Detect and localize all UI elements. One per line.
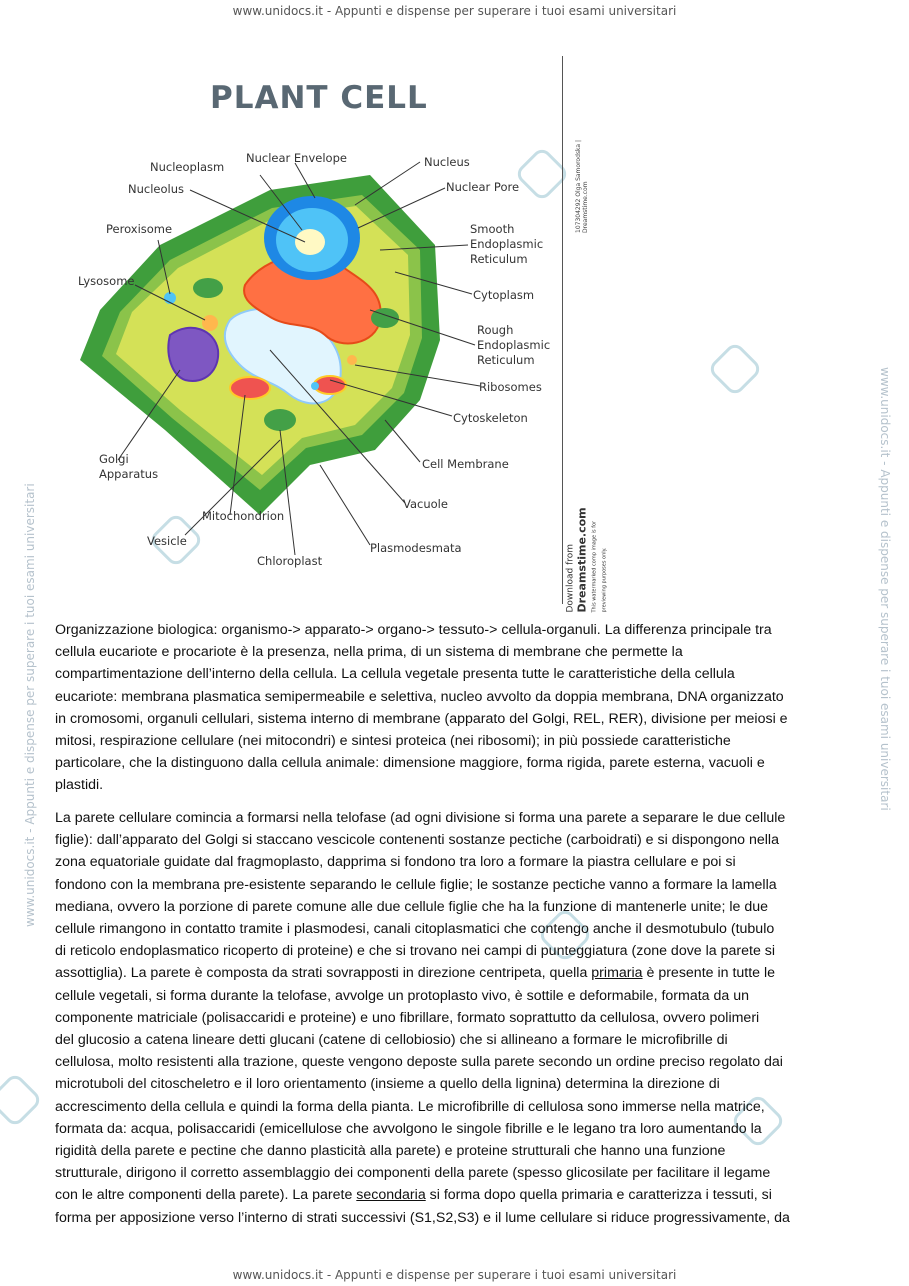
label-rough-er-1: Rough	[477, 323, 514, 337]
label-rough-er-2: Endoplasmic	[477, 338, 551, 352]
header-watermark: www.unidocs.it - Appunti e dispense per superare i tuoi esami universitari	[232, 4, 677, 18]
text-line: particolare, che la distinguono dalla cellula animale: dimensione maggiore, forma rigida, parete esterna, vacuoli e	[55, 755, 765, 772]
left-side-watermark: www.unidocs.it - Appunti e dispense per superare i tuoi esami universitari	[23, 483, 37, 927]
text-line: cellule rimangono in contatto tramite i plasmodesi, canali citoplasmatici che contengo anche il desmotubulo (tubulo	[55, 921, 775, 938]
label-cytoplasm: Cytoplasm	[473, 288, 535, 302]
text-line: Organizzazione biologica: organismo-> apparato-> organo-> tessuto-> cellula-organuli. La differenza principale tra	[55, 622, 772, 638]
chloroplast-shape	[193, 278, 223, 298]
label-plasmodesmata: Plasmodesmata	[370, 541, 462, 555]
paragraph-cell-wall	[55, 807, 855, 1229]
label-nucleoplasm: Nucleoplasm	[150, 160, 225, 174]
figure-title: PLANT CELL	[210, 80, 428, 116]
text-line: fondono con la membrana pre-esistente separando le cellule figlie; le sostanze pectiche vanno a formare la lamella	[55, 876, 777, 893]
plant-cell-figure	[40, 50, 600, 613]
underlined-primaria: primaria	[591, 965, 643, 982]
watermark-logo-icon	[0, 1072, 43, 1129]
text-line: mediana, ovvero la porzione di parete comune alle due cellule figlie che ha la funzione di mantenerle unite; le due	[55, 898, 768, 915]
credit-divider	[562, 56, 563, 604]
credit-download	[566, 503, 609, 613]
text-segment: assottiglia). La parete è composta da strati sovrapposti in direzione centripeta, quella	[55, 965, 588, 982]
credit-id: 107304292	[575, 198, 582, 233]
label-smooth-er-3: Reticulum	[470, 252, 528, 266]
text-line: del glucosio a catena lineare detti glucani (catene di cellobiosio) che si allineano a formare le microfibrille di	[55, 1032, 728, 1049]
text-line: forma per apposizione verso l’interno di strati successivi (S1,S2,S3) e il lume cellulare si riduce progressivamente, da	[55, 1209, 790, 1226]
image-credit-strip	[562, 56, 608, 613]
label-mitochondrion: Mitochondrion	[202, 509, 285, 523]
label-chloroplast: Chloroplast	[257, 554, 323, 568]
footer-watermark: www.unidocs.it - Appunti e dispense per superare i tuoi esami universitari	[232, 1268, 677, 1282]
text-segment: si forma dopo quella primaria e caratterizza i tessuti, si	[425, 1187, 772, 1204]
vesicle-shape	[347, 355, 357, 365]
text-line: formata da: acqua, polisaccaridi (emicellulose che avvolgono le singole fibrille e le legano tra loro aumentando la	[55, 1120, 762, 1137]
text-line: La parete cellulare comincia a formarsi nella telofase (ad ogni divisione si forma una parete a separare le due cellule	[55, 810, 786, 826]
label-golgi-2: Apparatus	[99, 467, 159, 481]
text-line: accrescimento della cellula e quindi la forma della pianta. Le microfibrille di cellulosa sono immerse nella matrice,	[55, 1098, 765, 1115]
label-peroxisome: Peroxisome	[106, 222, 173, 236]
text-line: eucariote: membrana plasmatica semipermeabile e selettiva, nucleo avvolto da doppia membrana, DNA organizzato	[55, 688, 784, 705]
watermark-logo-icon	[707, 341, 764, 398]
label-ribosomes: Ribosomes	[479, 380, 542, 394]
text-line: di reticolo endoplasmatico ricoperto di proteine) e che si trovano nei campi di punteggiatura (zone dove la parete si	[55, 943, 776, 960]
credit-author: Olga Samorodska | Dreamstime.com	[575, 140, 589, 233]
label-nucleolus: Nucleolus	[128, 182, 184, 196]
text-line: cellula eucariote e procariote è la presenza, nella prima, di un sistema di membrane che permette la	[55, 644, 683, 661]
credit-site: Dreamstime.com	[575, 507, 589, 613]
text-line: zona equatoriale guidate dal fragmoplasto, dapprima si fondono tra loro a formare la piastra cellulare e poi si	[55, 854, 736, 871]
text-line: microtuboli del citoscheletro e il loro orientamento (insieme a quello della lignina) determina la direzione di	[55, 1076, 720, 1093]
text-line: cellulosa, molto resistenti alla trazione, queste vengono deposte sulla parete secondo un ordine preciso regolato dai	[55, 1054, 783, 1071]
label-smooth-er-2: Endoplasmic	[470, 237, 544, 251]
text-line-primaria	[55, 962, 855, 984]
plant-cell-illustration	[40, 50, 600, 613]
chloroplast-shape	[264, 409, 296, 431]
label-vesicle: Vesicle	[147, 534, 187, 548]
text-line: figlie): dall’apparato del Golgi si staccano vescicole contenenti sostanze pectiche (carboidrati) e si dispongono nella	[55, 832, 779, 849]
text-line: in cromosomi, organuli cellulari, sistema interno di membrane (apparato del Golgi, REL, RER), divisione per meiosi e	[55, 710, 788, 727]
label-golgi-1: Golgi	[99, 452, 129, 466]
text-line-secondaria	[55, 1184, 855, 1206]
text-line: plastidi.	[55, 777, 104, 794]
text-line: componente matriciale (polisaccaridi e proteine) e uno fibrillare, formato soprattutto da cellulosa, ovvero polimeri	[55, 1009, 760, 1026]
label-rough-er-3: Reticulum	[477, 353, 535, 367]
nucleolus-shape	[295, 229, 325, 255]
paragraph-biological-organization	[55, 619, 855, 797]
text-line: cellule vegetali, si forma durante la telofase, avvolge un protoplasto vivo, è sottile e deformabile, formata da un	[55, 987, 750, 1004]
text-segment: con le altre componenti della parete). La parete	[55, 1187, 353, 1204]
credit-download-from: Download from	[565, 543, 576, 613]
text-segment: è presente in tutte le	[642, 965, 776, 982]
right-side-watermark: www.unidocs.it - Appunti e dispense per superare i tuoi esami universitari	[878, 367, 892, 811]
text-line: strutturale, dirigono il corretto assemblaggio dei componenti della parete (spesso glicosilate per facilitare il legame	[55, 1165, 771, 1182]
label-cell-membrane: Cell Membrane	[422, 457, 509, 471]
text-line: compartimentazione dell’interno della cellula. La cellula vegetale presenta tutte le caratteristiche della cellula	[55, 666, 735, 683]
credit-id-author	[575, 93, 589, 233]
label-vacuole: Vacuole	[403, 497, 448, 511]
label-smooth-er-1: Smooth	[470, 222, 515, 236]
credit-note: This watermarked comp image is for previewing purposes only.	[591, 520, 608, 613]
text-line: mitosi, respirazione cellulare (nei mitocondri) e sintesi proteica (nei ribosomi); in più possiede caratteristiche	[55, 733, 731, 750]
golgi-shape	[168, 328, 218, 381]
label-nucleus: Nucleus	[424, 155, 470, 169]
label-nuclear-envelope: Nuclear Envelope	[246, 151, 347, 165]
lysosome-shape	[202, 315, 218, 331]
vesicle-shape	[311, 382, 319, 390]
text-line: rigidità della parete e pectine che danno plasticità alla parete) e proteine strutturali che hanno una funzione	[55, 1143, 726, 1160]
label-lysosome: Lysosome	[78, 274, 135, 288]
underlined-secondaria: secondaria	[356, 1187, 426, 1204]
mitochondrion-shape	[230, 377, 270, 399]
label-nuclear-pore: Nuclear Pore	[446, 180, 520, 194]
label-cytoskeleton: Cytoskeleton	[453, 411, 528, 425]
